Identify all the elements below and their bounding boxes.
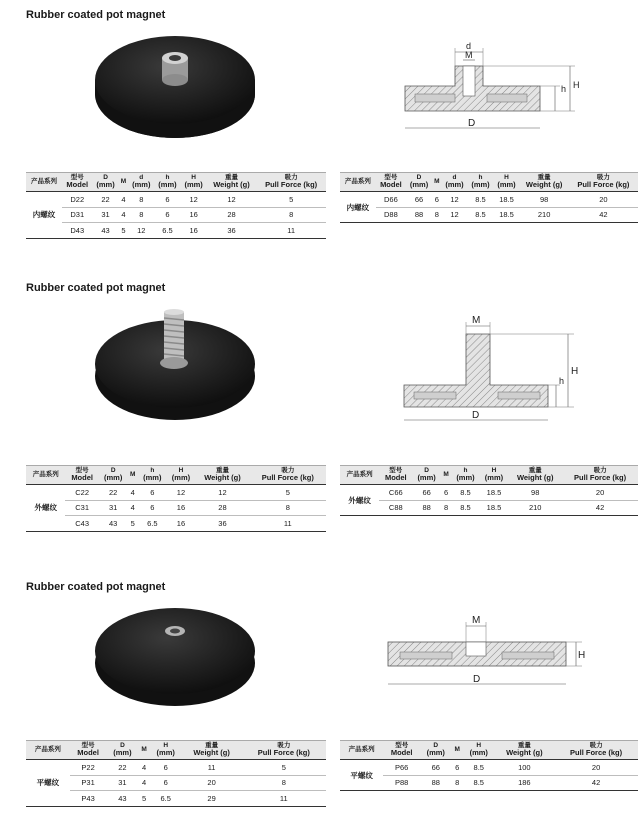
table-row [26, 516, 326, 532]
series-cell: 平螺纹 [26, 760, 70, 807]
table-cell: 11 [250, 516, 326, 532]
series-cell: 内螺纹 [26, 192, 62, 239]
drawing-label-h-total: H [573, 80, 580, 90]
table-cell: 16 [181, 207, 207, 223]
table-row [26, 223, 326, 239]
column-header-cn: 产品系列 [344, 178, 371, 186]
column-header [562, 466, 638, 485]
table-cell: 12 [207, 192, 257, 208]
table-cell: 12 [442, 207, 468, 223]
table-cell: 43 [92, 223, 118, 239]
internal-thread-drawing [395, 38, 585, 138]
drawing-label-d: d [466, 41, 472, 51]
table-cell: 6 [138, 500, 167, 516]
column-header [420, 741, 452, 760]
table-cell: 12 [442, 192, 468, 208]
table-cell: 12 [181, 192, 207, 208]
column-header [26, 466, 65, 485]
column-header [508, 466, 562, 485]
table-cell: 31 [99, 500, 128, 516]
column-header-cn: 吸力 [277, 742, 291, 749]
table-cell: 5 [138, 791, 150, 807]
drawing-label-h-small: h [559, 376, 565, 386]
column-header-en: Weight (g) [516, 473, 554, 483]
column-header-en: (mm) [497, 180, 516, 190]
table-cell: 4 [119, 207, 129, 223]
column-header-cn: h [150, 467, 155, 474]
column-header [167, 466, 196, 485]
column-header [441, 466, 451, 485]
column-header-cn: 产品系列 [32, 471, 59, 479]
column-header [65, 466, 98, 485]
table-cell: 4 [128, 500, 138, 516]
table-cell: 28 [207, 207, 257, 223]
table-cell: P66 [383, 760, 420, 776]
column-header [554, 741, 638, 760]
table-cell: P88 [383, 775, 420, 791]
column-header-cn: 重量 [537, 174, 551, 181]
table-header-row [26, 741, 326, 760]
column-header-cn: H [476, 742, 482, 749]
column-header [468, 173, 494, 192]
column-header-en: Pull Force (kg) [265, 180, 318, 190]
table-cell: 8 [441, 500, 451, 516]
column-header-cn: H [178, 467, 184, 474]
table-row [340, 485, 638, 501]
column-header [569, 173, 638, 192]
table-cell: 11 [242, 791, 326, 807]
table-cell: P22 [70, 760, 107, 776]
column-header-cn: H [491, 467, 497, 474]
table-row [340, 192, 638, 208]
column-header [256, 173, 326, 192]
column-header-en: (mm) [171, 473, 191, 483]
column-header-en: (mm) [143, 473, 162, 483]
column-header [406, 173, 432, 192]
table-cell: 8.5 [463, 775, 495, 791]
column-header-en: Model [71, 473, 93, 483]
column-header-cn: D [103, 174, 108, 181]
table-cell: D66 [376, 192, 406, 208]
table-row [340, 775, 638, 791]
external-thread-drawing [398, 312, 588, 424]
column-header-cn: 产品系列 [346, 471, 373, 479]
table-cell: 22 [107, 760, 139, 776]
table-cell: P31 [70, 775, 107, 791]
table-row [26, 791, 326, 807]
column-header-cn: 吸力 [589, 742, 603, 749]
column-header-cn: D [424, 467, 429, 474]
column-header-cn: 吸力 [281, 467, 295, 474]
column-header-en: Model [380, 180, 402, 190]
table-cell: 20 [562, 485, 638, 501]
table-cell: D88 [376, 207, 406, 223]
spec-table-p-large [340, 740, 638, 791]
column-header-cn: 吸力 [284, 174, 298, 181]
column-header-en: Pull Force (kg) [261, 473, 314, 483]
column-header-cn: d [139, 174, 144, 181]
column-header-cn: 产品系列 [34, 746, 61, 754]
column-header [412, 466, 440, 485]
section-title-external-thread: Rubber coated pot magnet [26, 282, 166, 294]
column-header-en: (mm) [184, 180, 203, 190]
table-cell: 88 [406, 207, 432, 223]
column-header [340, 741, 383, 760]
column-header [181, 173, 207, 192]
internal-thread-magnet-photo [92, 28, 258, 146]
table-cell: 43 [99, 516, 128, 532]
table-cell: 36 [207, 223, 257, 239]
column-header [480, 466, 508, 485]
spec-table-c-small [26, 465, 326, 532]
table-cell: 20 [182, 775, 242, 791]
column-header-en: (mm) [132, 180, 151, 190]
column-header-en: Model [77, 748, 99, 758]
table-cell: 8.5 [468, 192, 494, 208]
table-cell: 8 [128, 192, 154, 208]
table-cell: 6 [432, 192, 441, 208]
table-cell: 66 [420, 760, 452, 776]
column-header [138, 741, 150, 760]
table-cell: 12 [195, 485, 249, 501]
column-header-en: (mm) [484, 473, 504, 483]
column-header-cn: 重量 [225, 174, 238, 181]
column-header [495, 741, 555, 760]
column-header-en: (mm) [96, 180, 115, 190]
table-cell: 186 [495, 775, 555, 791]
table-header-row [26, 466, 326, 485]
spec-table-d-large [340, 172, 638, 223]
column-header-cn: 重量 [517, 742, 531, 749]
column-header-en: Weight (g) [506, 748, 543, 758]
spec-table-d-small [26, 172, 326, 239]
column-header-cn: 吸力 [593, 467, 607, 474]
column-header-cn: M [130, 471, 136, 479]
table-header-row [340, 466, 638, 485]
column-header-cn: d [452, 174, 457, 181]
table-cell: 42 [569, 207, 638, 223]
drawing-label-d-diameter: D [473, 674, 481, 685]
table-cell: 42 [554, 775, 638, 791]
table-row [26, 775, 326, 791]
column-header [150, 741, 182, 760]
table-cell: 6 [150, 760, 182, 776]
column-header-cn: M [443, 471, 449, 479]
table-cell: 4 [119, 192, 129, 208]
column-header-cn: H [163, 742, 169, 749]
column-header [70, 741, 107, 760]
column-header [128, 173, 154, 192]
column-header [119, 173, 129, 192]
column-header-cn: 产品系列 [31, 178, 58, 186]
column-header-en: Pull Force (kg) [574, 473, 627, 483]
column-header-cn: D [416, 174, 422, 181]
series-cell: 外螺纹 [26, 485, 65, 532]
table-cell: 28 [195, 500, 249, 516]
column-header [379, 466, 412, 485]
table-cell: 4 [138, 775, 150, 791]
table-row [340, 500, 638, 516]
table-cell: 11 [256, 223, 326, 239]
table-cell: 36 [195, 516, 249, 532]
table-row [26, 485, 326, 501]
table-cell: 66 [406, 192, 432, 208]
table-row [26, 760, 326, 776]
table-row [26, 192, 326, 208]
column-header [154, 173, 180, 192]
series-cell: 内螺纹 [340, 192, 376, 223]
drawing-label-h-total: H [578, 650, 586, 661]
table-cell: 22 [92, 192, 118, 208]
table-cell: D31 [62, 207, 92, 223]
table-cell: 6 [154, 192, 180, 208]
column-header-en: Weight (g) [204, 473, 241, 483]
column-header-cn: D [120, 742, 125, 749]
table-cell: 8.5 [468, 207, 494, 223]
table-cell: 210 [520, 207, 569, 223]
column-header-cn: 重量 [528, 467, 542, 474]
column-header-en: (mm) [469, 748, 488, 758]
column-header [340, 173, 376, 192]
table-cell: P43 [70, 791, 107, 807]
table-cell: 6.5 [150, 791, 182, 807]
table-cell: 18.5 [494, 192, 520, 208]
column-header [92, 173, 118, 192]
column-header [138, 466, 167, 485]
table-cell: 88 [420, 775, 452, 791]
table-cell: 5 [119, 223, 129, 239]
column-header-cn: h [463, 467, 468, 474]
column-header-en: Pull Force (kg) [577, 180, 630, 190]
table-cell: 18.5 [480, 500, 508, 516]
table-cell: 6 [154, 207, 180, 223]
column-header-en: Pull Force (kg) [570, 748, 623, 758]
column-header-cn: H [504, 174, 509, 181]
table-cell: 6 [138, 485, 167, 501]
table-cell: 20 [569, 192, 638, 208]
column-header [62, 173, 92, 192]
column-header [128, 466, 138, 485]
column-header [26, 173, 62, 192]
column-header [520, 173, 569, 192]
column-header-cn: 型号 [70, 174, 84, 181]
column-header-cn: 型号 [395, 742, 409, 749]
column-header-cn: 型号 [75, 467, 89, 474]
column-header [195, 466, 249, 485]
external-thread-magnet-photo [92, 308, 258, 424]
column-header-cn: 吸力 [596, 174, 610, 181]
table-cell: 6 [150, 775, 182, 791]
column-header-en: (mm) [471, 180, 490, 190]
table-cell: 20 [554, 760, 638, 776]
table-cell: C88 [379, 500, 412, 516]
column-header [107, 741, 139, 760]
column-header-en: Model [66, 180, 89, 190]
series-cell: 外螺纹 [340, 485, 379, 516]
table-row [26, 500, 326, 516]
table-cell: 8.5 [451, 485, 479, 501]
table-cell: C22 [65, 485, 98, 501]
column-header-en: Weight (g) [213, 180, 250, 190]
table-cell: 5 [242, 760, 326, 776]
section-title-internal-thread: Rubber coated pot magnet [26, 9, 166, 21]
column-header-cn: 型号 [389, 467, 403, 474]
table-cell: 8 [256, 207, 326, 223]
column-header [340, 466, 379, 485]
column-header-en: Weight (g) [193, 748, 230, 758]
table-cell: C43 [65, 516, 98, 532]
table-cell: C66 [379, 485, 412, 501]
drawing-label-m: M [472, 615, 481, 626]
column-header-en: Pull Force (kg) [257, 748, 310, 758]
table-cell: 100 [495, 760, 555, 776]
column-header [383, 741, 420, 760]
column-header-en: (mm) [113, 748, 132, 758]
column-header [26, 741, 70, 760]
table-cell: 29 [182, 791, 242, 807]
column-header-en: (mm) [156, 748, 175, 758]
column-header [376, 173, 406, 192]
column-header [207, 173, 257, 192]
table-cell: 98 [508, 485, 562, 501]
table-cell: 8.5 [451, 500, 479, 516]
table-cell: 8.5 [463, 760, 495, 776]
column-header-cn: D [433, 742, 439, 749]
column-header-cn: M [454, 746, 460, 754]
table-header-row [340, 173, 638, 192]
table-row [340, 207, 638, 223]
table-cell: 22 [99, 485, 128, 501]
table-cell: D43 [62, 223, 92, 239]
drawing-label-m: M [472, 315, 481, 326]
column-header [451, 466, 479, 485]
table-cell: 6 [452, 760, 463, 776]
column-header-cn: M [434, 178, 440, 186]
drawing-label-d-diameter: D [472, 410, 480, 421]
column-header [442, 173, 468, 192]
column-header-en: Model [390, 748, 413, 758]
table-cell: 16 [181, 223, 207, 239]
table-cell: 8 [452, 775, 463, 791]
column-header [452, 741, 463, 760]
table-cell: 16 [167, 516, 196, 532]
drawing-label-h-total: H [571, 366, 579, 377]
spec-table-p-small [26, 740, 326, 807]
column-header-cn: h [165, 174, 170, 181]
column-header [463, 741, 495, 760]
table-cell: 4 [128, 485, 138, 501]
column-header-en: (mm) [445, 180, 464, 190]
column-header-en: (mm) [456, 473, 475, 483]
column-header-cn: D [110, 467, 116, 474]
table-cell: 5 [250, 485, 326, 501]
spec-table-c-large [340, 465, 638, 516]
table-cell: 31 [107, 775, 139, 791]
drawing-label-m: M [465, 50, 473, 60]
table-cell: 98 [520, 192, 569, 208]
column-header-cn: 型号 [384, 174, 398, 181]
table-cell: 18.5 [494, 207, 520, 223]
column-header-cn: M [141, 746, 147, 754]
table-cell: 16 [167, 500, 196, 516]
table-cell: 5 [256, 192, 326, 208]
column-header-en: (mm) [104, 473, 123, 483]
table-cell: 31 [92, 207, 118, 223]
column-header [432, 173, 441, 192]
flat-drawing [380, 612, 590, 692]
table-cell: 12 [128, 223, 154, 239]
table-cell: 8 [432, 207, 441, 223]
table-cell: 8 [128, 207, 154, 223]
column-header-en: (mm) [417, 473, 436, 483]
column-header [494, 173, 520, 192]
series-cell: 平螺纹 [340, 760, 383, 791]
table-row [340, 760, 638, 776]
table-cell: 42 [562, 500, 638, 516]
table-cell: C31 [65, 500, 98, 516]
column-header [242, 741, 326, 760]
table-cell: 11 [182, 760, 242, 776]
column-header-cn: 重量 [205, 742, 219, 749]
table-cell: 43 [107, 791, 139, 807]
column-header-en: (mm) [158, 180, 177, 190]
table-row [26, 207, 326, 223]
section-title-flat: Rubber coated pot magnet [26, 581, 166, 593]
table-header-row [340, 741, 638, 760]
column-header-en: (mm) [409, 180, 429, 190]
table-cell: D22 [62, 192, 92, 208]
column-header-cn: H [191, 174, 196, 181]
flat-magnet-photo [92, 603, 258, 709]
table-cell: 66 [412, 485, 440, 501]
table-cell: 8 [242, 775, 326, 791]
column-header-cn: M [120, 178, 127, 186]
column-header [182, 741, 242, 760]
table-cell: 18.5 [480, 485, 508, 501]
column-header-en: Model [384, 473, 407, 483]
column-header-en: (mm) [426, 748, 445, 758]
table-cell: 6 [441, 485, 451, 501]
table-cell: 6.5 [138, 516, 167, 532]
drawing-label-h-small: h [561, 84, 567, 94]
column-header-cn: 重量 [215, 467, 229, 474]
table-cell: 8 [250, 500, 326, 516]
column-header-en: Weight (g) [525, 180, 563, 190]
table-cell: 5 [128, 516, 138, 532]
table-cell: 12 [167, 485, 196, 501]
column-header-cn: 型号 [81, 742, 95, 749]
column-header [99, 466, 128, 485]
drawing-label-d-diameter: D [468, 118, 476, 129]
column-header-cn: 产品系列 [348, 746, 375, 754]
column-header-cn: h [478, 174, 483, 181]
table-cell: 88 [412, 500, 440, 516]
table-cell: 6.5 [154, 223, 180, 239]
table-cell: 210 [508, 500, 562, 516]
table-cell: 4 [138, 760, 150, 776]
column-header [250, 466, 326, 485]
table-header-row [26, 173, 326, 192]
